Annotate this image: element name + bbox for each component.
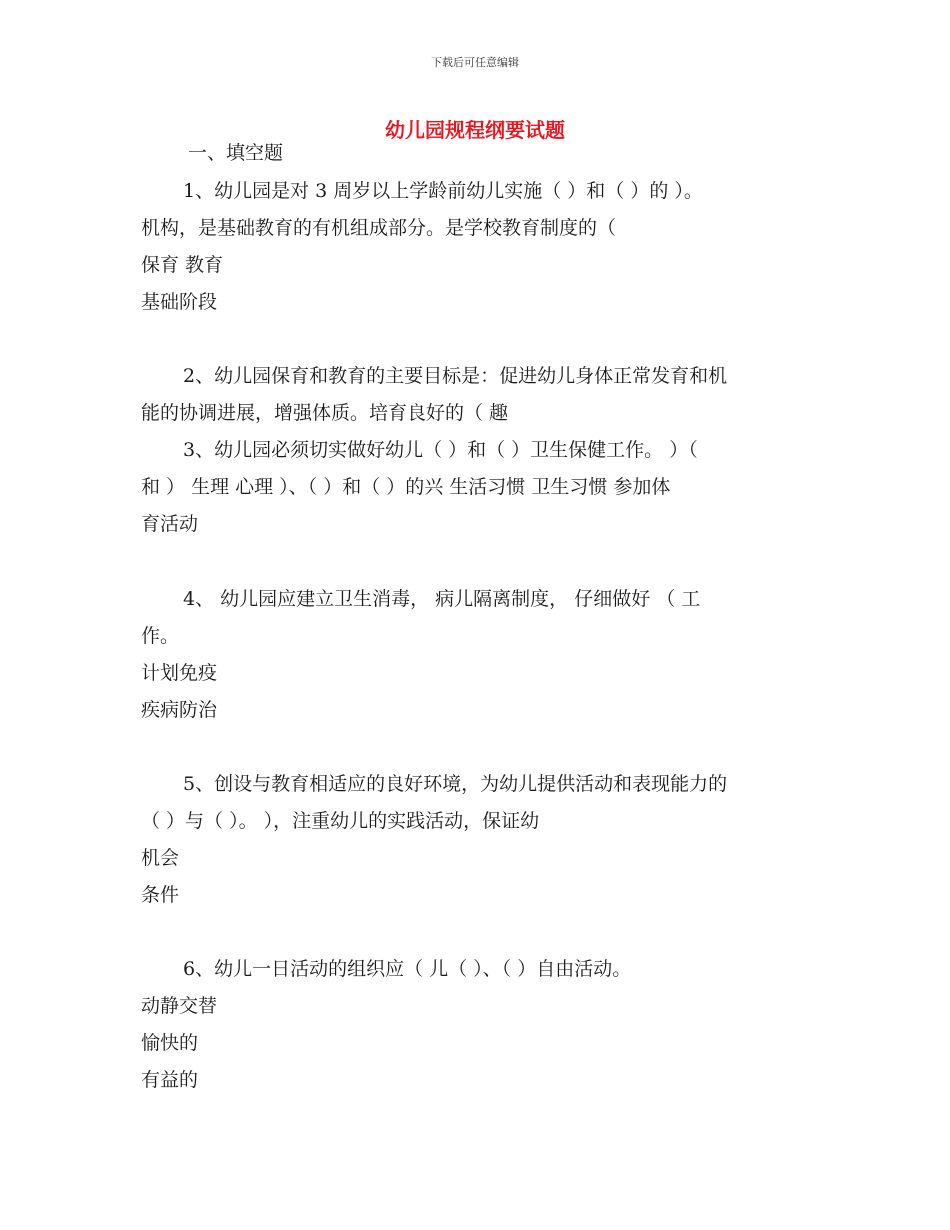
answer-5b: 条件 bbox=[141, 884, 180, 906]
page-header-note: 下载后可任意编辑 bbox=[431, 56, 519, 69]
answer-6b: 愉快的 bbox=[141, 1032, 199, 1054]
question-1-line-1: 1、幼儿园是对 3 周岁以上学龄前幼儿实施（ ）和（ ）的 ）。 bbox=[183, 180, 703, 202]
question-3-line-3: 育活动 bbox=[141, 513, 199, 535]
question-6-line-1: 6、幼儿一日活动的组织应（ 儿（ ）、（ ）自由活动。 bbox=[183, 958, 632, 980]
question-3-line-2: 和 ） 生理 心理 ）、（ ）和（ ）的兴 生活习惯 卫生习惯 参加体 bbox=[141, 476, 671, 498]
question-4-line-2: 作。 bbox=[141, 625, 180, 647]
question-5-line-2: （ ）与（ ）。 ），注重幼儿的实践活动，保证幼 bbox=[141, 810, 540, 832]
answer-1a: 保育 教育 bbox=[141, 254, 224, 276]
answer-5a: 机会 bbox=[141, 847, 180, 869]
question-3-line-1: 3、幼儿园必须切实做好幼儿（ ）和（ ）卫生保健工作。 ）（ bbox=[183, 439, 698, 461]
answer-6c: 有益的 bbox=[141, 1069, 199, 1091]
answer-1b: 基础阶段 bbox=[141, 291, 218, 313]
section-heading: 一、填空题 bbox=[188, 142, 284, 164]
answer-4b: 疾病防治 bbox=[141, 699, 218, 721]
question-2-line-2: 能的协调进展，增强体质。培育良好的（ 趣 bbox=[141, 402, 509, 424]
question-2-line-1: 2、幼儿园保育和教育的主要目标是：促进幼儿身体正常发育和机 bbox=[183, 365, 728, 387]
question-4-line-1: 4、 幼儿园应建立卫生消毒， 病儿隔离制度， 仔细做好 （ 工 bbox=[183, 588, 701, 610]
question-1-line-2: 机构，是基础教育的有机组成部分。是学校教育制度的（ bbox=[141, 217, 617, 239]
answer-6a: 动静交替 bbox=[141, 995, 218, 1017]
document-title: 幼儿园规程纲要试题 bbox=[385, 118, 565, 142]
answer-4a: 计划免疫 bbox=[141, 662, 218, 684]
question-5-line-1: 5、创设与教育相适应的良好环境，为幼儿提供活动和表现能力的 bbox=[183, 773, 728, 795]
